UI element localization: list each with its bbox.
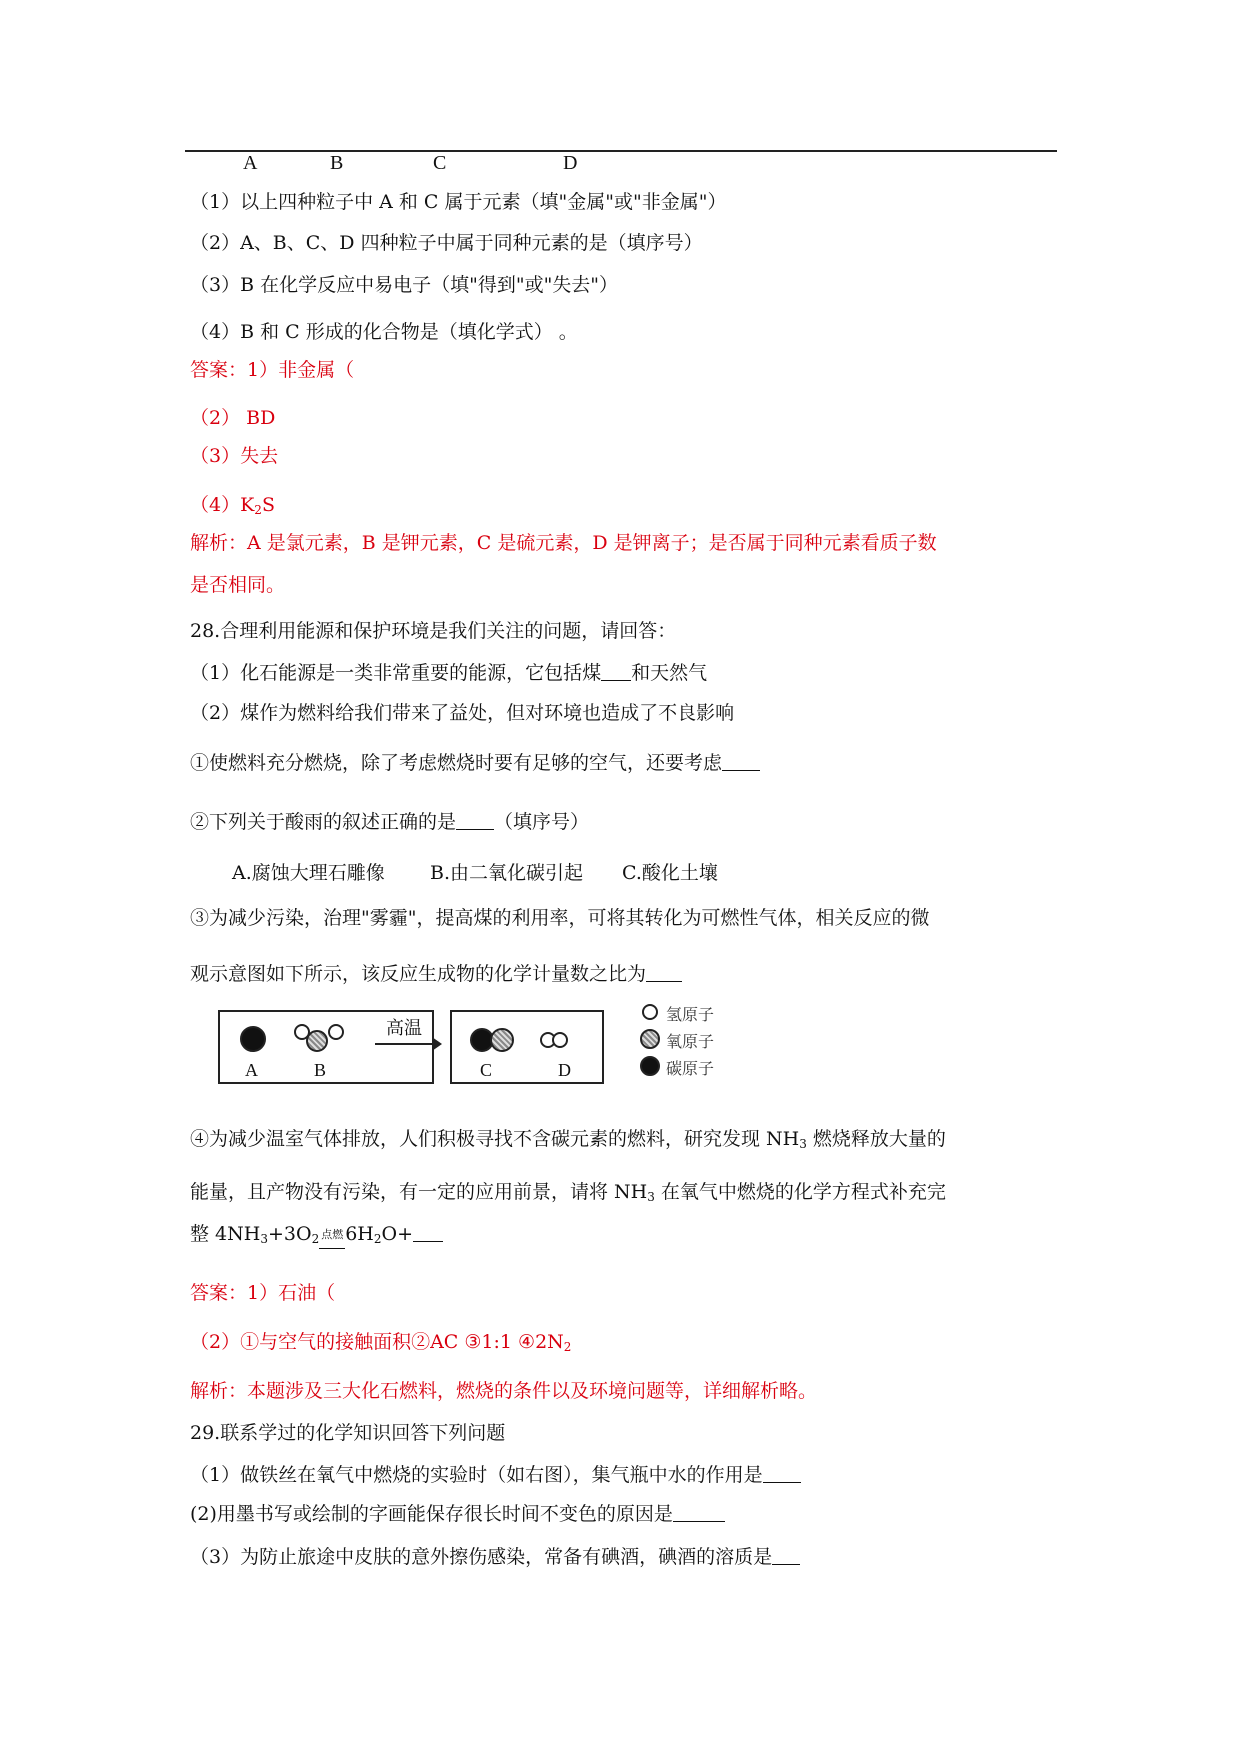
blank: [722, 753, 760, 771]
q27-sub1: （1）以上四种粒子中 A 和 C 属于元素（填"金属"或"非金属"）: [190, 191, 727, 213]
product-d-hydrogen-atom: [552, 1032, 568, 1048]
arrow-head-icon: [432, 1037, 442, 1051]
blank: [772, 1547, 800, 1565]
q28-answer1: 答案：1）石油（: [190, 1282, 336, 1304]
blank: [763, 1465, 801, 1483]
q27-answer3: （3）失去: [190, 445, 279, 467]
q29-title: 29.联系学过的化学知识回答下列问题: [190, 1422, 506, 1444]
reaction-diagram: [210, 1000, 770, 1100]
q28-title: 28.合理利用能源和保护环境是我们关注的问题，请回答：: [190, 620, 677, 642]
q27-analysis-line1: 解析：A 是氯元素，B 是钾元素，C 是硫元素，D 是钾离子；是否属于同种元素看质子数: [190, 532, 937, 554]
q28-option-c: C.酸化土壤: [622, 862, 718, 884]
q28-item3-line1: ③为减少污染，治理"雾霾"，提高煤的利用率，可将其转化为可燃性气体，相关反应的微: [190, 907, 930, 929]
blank: [673, 1504, 725, 1522]
q29-sub1: （1）做铁丝在氧气中燃烧的实验时（如右图），集气瓶中水的作用是: [190, 1463, 801, 1487]
reactant-b-hydrogen-atom: [328, 1024, 344, 1040]
reactant-b-oxygen-atom: [306, 1030, 328, 1052]
equation-condition: 点燃: [319, 1223, 345, 1247]
q28-item1: ①使燃料充分燃烧，除了考虑燃烧时要有足够的空气，还要考虑: [190, 751, 760, 775]
reactant-a-carbon-atom: [240, 1026, 266, 1052]
particle-label-d: D: [563, 152, 578, 174]
legend-oxygen: 氧原子: [666, 1032, 715, 1051]
blank: [413, 1224, 443, 1242]
q27-analysis-line2: 是否相同。: [190, 574, 286, 596]
product-c-oxygen-atom: [490, 1028, 514, 1052]
arrow-line: [375, 1043, 435, 1045]
q27-sub4: （4）B 和 C 形成的化合物是（填化学式） 。: [190, 321, 578, 343]
diagram-label-c: C: [480, 1060, 493, 1080]
blank: [601, 663, 631, 681]
q27-answer1: 答案：1）非金属（: [190, 359, 355, 381]
top-rule: [185, 150, 1057, 152]
particle-label-a: A: [243, 152, 258, 174]
q27-sub3: （3）B 在化学反应中易电子（填"得到"或"失去"）: [190, 274, 619, 296]
legend-oxygen-icon: [640, 1029, 660, 1049]
q28-option-b: B.由二氧化碳引起: [430, 862, 584, 884]
q28-option-a: A.腐蚀大理石雕像: [232, 862, 385, 884]
q28-sub1: （1）化石能源是一类非常重要的能源，它包括煤 和天然气: [190, 662, 708, 684]
diagram-label-d: D: [558, 1060, 571, 1080]
q27-sub2: （2）A、B、C、D 四种粒子中属于同种元素的是（填序号）: [190, 232, 703, 254]
legend-hydrogen-icon: [642, 1004, 658, 1020]
q28-item2: ②下列关于酸雨的叙述正确的是 （填序号）: [190, 811, 590, 833]
diagram-label-b: B: [314, 1060, 327, 1080]
q29-sub2: (2)用墨书写或绘制的字画能保存很长时间不变色的原因是: [190, 1502, 725, 1526]
q28-equation: 整 $4NH_3+3O_2$ 点燃 $6H_2O+$: [190, 1222, 443, 1247]
legend-carbon: 碳原子: [666, 1059, 715, 1078]
arrow-label: 高温: [386, 1018, 422, 1038]
q28-item3-line2: 观示意图如下所示，该反应生成物的化学计量数之比为: [190, 962, 682, 986]
q28-item4-line1: ④为减少温室气体排放，人们积极寻找不含碳元素的燃料，研究发现 $NH_3$ 燃烧释放大量的: [190, 1128, 946, 1151]
q28-answer2: （2）①与空气的接触面积②AC ③1:1 $④2N_2$: [190, 1331, 572, 1354]
blank: [646, 964, 682, 982]
q28-item4-line2: 能量，且产物没有污染，有一定的应用前景，请将 $NH_3$ 在氧气中燃烧的化学方程式补充完: [190, 1181, 946, 1204]
q27-answer-label: 答案：: [190, 359, 248, 381]
diagram-label-a: A: [245, 1060, 258, 1080]
q29-sub3: （3）为防止旅途中皮肤的意外擦伤感染，常备有碘酒，碘酒的溶质是: [190, 1545, 800, 1569]
particle-label-c: C: [433, 152, 447, 174]
q28-sub2: （2）煤作为燃料给我们带来了益处，但对环境也造成了不良影响: [190, 702, 735, 724]
particle-label-b: B: [330, 152, 344, 174]
legend-hydrogen: 氢原子: [666, 1005, 715, 1024]
q27-answer4: $(4)K_2S$: [190, 494, 275, 517]
blank: [456, 812, 494, 830]
legend-carbon-icon: [640, 1056, 660, 1076]
q27-answer2: （2） BD: [190, 407, 276, 429]
q28-answer-label: 答案：: [190, 1282, 248, 1304]
q28-analysis: 解析：本题涉及三大化石燃料，燃烧的条件以及环境问题等，详细解析略。: [190, 1380, 818, 1402]
